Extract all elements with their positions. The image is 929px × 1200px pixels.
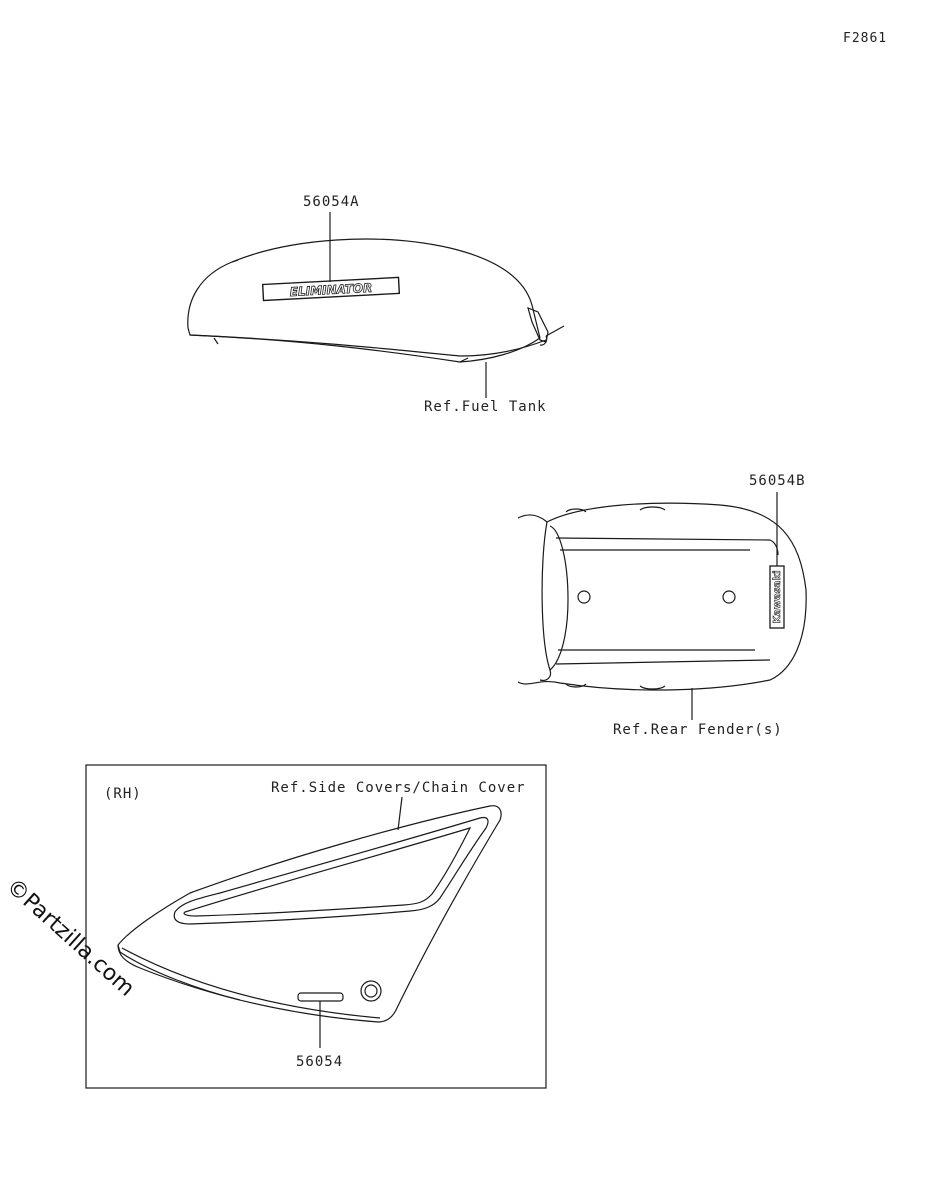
- side-cover-grommet: [361, 981, 381, 1001]
- fender-bolt-hole-left: [578, 591, 590, 603]
- part-label-56054: 56054: [296, 1054, 344, 1070]
- partzilla-watermark: ©Partzilla.com: [1, 874, 139, 1002]
- kawasaki-emblem-text: Kawasaki: [772, 570, 783, 624]
- eliminator-emblem-text: ELIMINATOR: [289, 280, 373, 300]
- ref-fuel-tank-label: Ref.Fuel Tank: [424, 399, 547, 415]
- leader-side-covers: [398, 797, 402, 830]
- figure-code: F2861: [843, 31, 888, 46]
- side-cover-decal: [298, 993, 343, 1001]
- ref-rear-fender-label: Ref.Rear Fender(s): [613, 722, 783, 738]
- rear-fender-drawing: [518, 492, 806, 720]
- fender-bolt-hole-right: [723, 591, 735, 603]
- side-cover-grommet-inner: [365, 985, 377, 997]
- part-label-56054b: 56054B: [749, 473, 806, 489]
- rh-detail-box: [86, 765, 546, 1088]
- fuel-tank-drawing: [188, 212, 564, 398]
- side-cover-drawing: [118, 797, 501, 1048]
- part-label-56054a: 56054A: [303, 194, 360, 210]
- side-label-rh: (RH): [104, 786, 142, 802]
- ref-side-covers-label: Ref.Side Covers/Chain Cover: [271, 780, 526, 796]
